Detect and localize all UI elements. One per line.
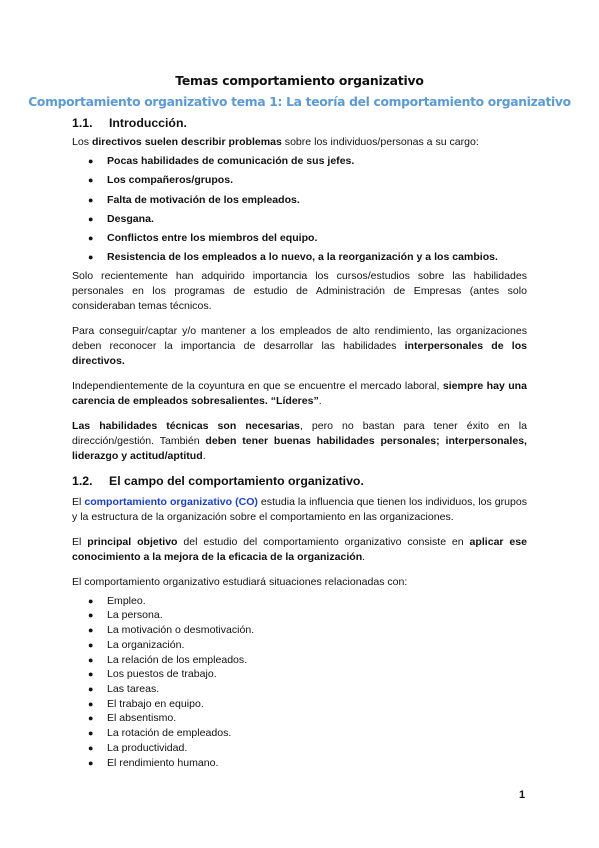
list-item: ● Los puestos de trabajo. [88, 668, 217, 681]
list-item: ● El rendimiento humano. [88, 756, 219, 769]
list-item: ● Pocas habilidades de comunicación de sus jefes. [72, 152, 527, 171]
list-item: ● Conflictos entre los miembros del equipo. [72, 229, 527, 248]
bullet-dot-icon: ● [88, 213, 94, 224]
bullet-dot-icon: ● [88, 684, 94, 694]
bullet-dot-icon: ● [88, 194, 94, 205]
list-item: ● El trabajo en equipo. [88, 697, 204, 710]
list-item: ● La productividad. [88, 741, 188, 754]
paragraph: Las habilidades técnicas son necesarias, pero no bastan para tener éxito en la dirección/gestión. También deben tener buenas habilidades personales; interpersonales, liderazgo y actitud/aptitud. [72, 419, 528, 462]
paragraph: Para conseguir/captar y/o mantener a los empleados de alto rendimiento, las organizaciones deben reconocer la importancia de desarrollar las habilidades interpersonales de los directivos. [72, 324, 528, 367]
list-item: ● El absentismo. [88, 712, 177, 725]
section-number: 1.2. [72, 473, 93, 488]
bullet-dot-icon: ● [88, 742, 94, 753]
document-title: Temas comportamiento organizativo [175, 73, 424, 88]
section-title: El campo del comportamiento organizativo. [109, 473, 364, 488]
document-subtitle: Comportamiento organizativo tema 1: La teoría del comportamiento organizativo [28, 95, 571, 109]
highlighted-term: comportamiento organizativo (CO) [84, 495, 258, 508]
bullet-dot-icon: ● [88, 175, 94, 186]
list-item: ● Falta de motivación de los empleados. [72, 191, 527, 210]
bullet-dot-icon: ● [88, 669, 94, 680]
bullet-dot-icon: ● [88, 252, 94, 263]
section-title: Introducción. [109, 116, 187, 130]
paragraph: El comportamiento organizativo estudiará situaciones relacionadas con: [72, 575, 408, 588]
document-body [72, 116, 527, 770]
list-item: ● La rotación de empleados. [88, 727, 232, 740]
bullet-dot-icon: ● [88, 156, 94, 166]
paragraph: Solo recientemente han adquirido importancia los cursos/estudios sobre las habilidades personales en los programas de estudio de Administración de Empresas (antes solo consideraban temas técnicos. [72, 269, 527, 312]
list-item: ● Las tareas. [88, 683, 160, 695]
list-item: ● La motivación o desmotivación. [88, 624, 255, 637]
section-heading-introduccion [72, 116, 527, 131]
list-item: ● La persona. [88, 609, 163, 622]
section-heading-campo [72, 474, 527, 489]
intro-paragraph: Los directivos suelen describir problemas sobre los individuos/personas a su cargo: [72, 136, 479, 148]
page-number: 1 [519, 789, 526, 801]
section-number: 1.1. [72, 116, 93, 130]
paragraph: Independientemente de la coyuntura en que se encuentre el mercado laboral, siempre hay una carencia de empleados sobresalientes. “Líderes”. [72, 379, 527, 407]
list-item: ● Los compañeros/grupos. [72, 171, 527, 190]
bullet-dot-icon: ● [88, 639, 94, 650]
bullet-dot-icon: ● [88, 654, 94, 665]
list-item: ● Desgana. [72, 210, 527, 229]
bullet-dot-icon: ● [88, 698, 94, 709]
paragraph: El principal objetivo del estudio del comportamiento organizativo consiste en aplicar ese conocimiento a la mejora de la eficacia de la organización. [72, 535, 527, 563]
bullet-dot-icon: ● [88, 728, 94, 739]
bullet-dot-icon: ● [88, 595, 94, 606]
bullet-dot-icon: ● [88, 757, 94, 768]
problems-list [72, 152, 527, 268]
list-item: ● Empleo. [88, 594, 146, 607]
list-item: ● La organización. [88, 638, 185, 651]
list-item: ● Resistencia de los empleados a lo nuevo, a la reorganización y a los cambios. [72, 248, 527, 267]
bullet-dot-icon: ● [88, 610, 94, 621]
bullet-dot-icon: ● [88, 625, 94, 636]
list-item: ● La relación de los empleados. [88, 653, 248, 666]
bullet-dot-icon: ● [88, 713, 94, 724]
paragraph: El comportamiento organizativo (CO) estudia la influencia que tienen los individuos, los grupos y la estructura de la organización sobre el comportamiento en las organizaciones. [72, 495, 527, 523]
topics-list [72, 594, 527, 770]
bullet-dot-icon: ● [88, 233, 94, 244]
